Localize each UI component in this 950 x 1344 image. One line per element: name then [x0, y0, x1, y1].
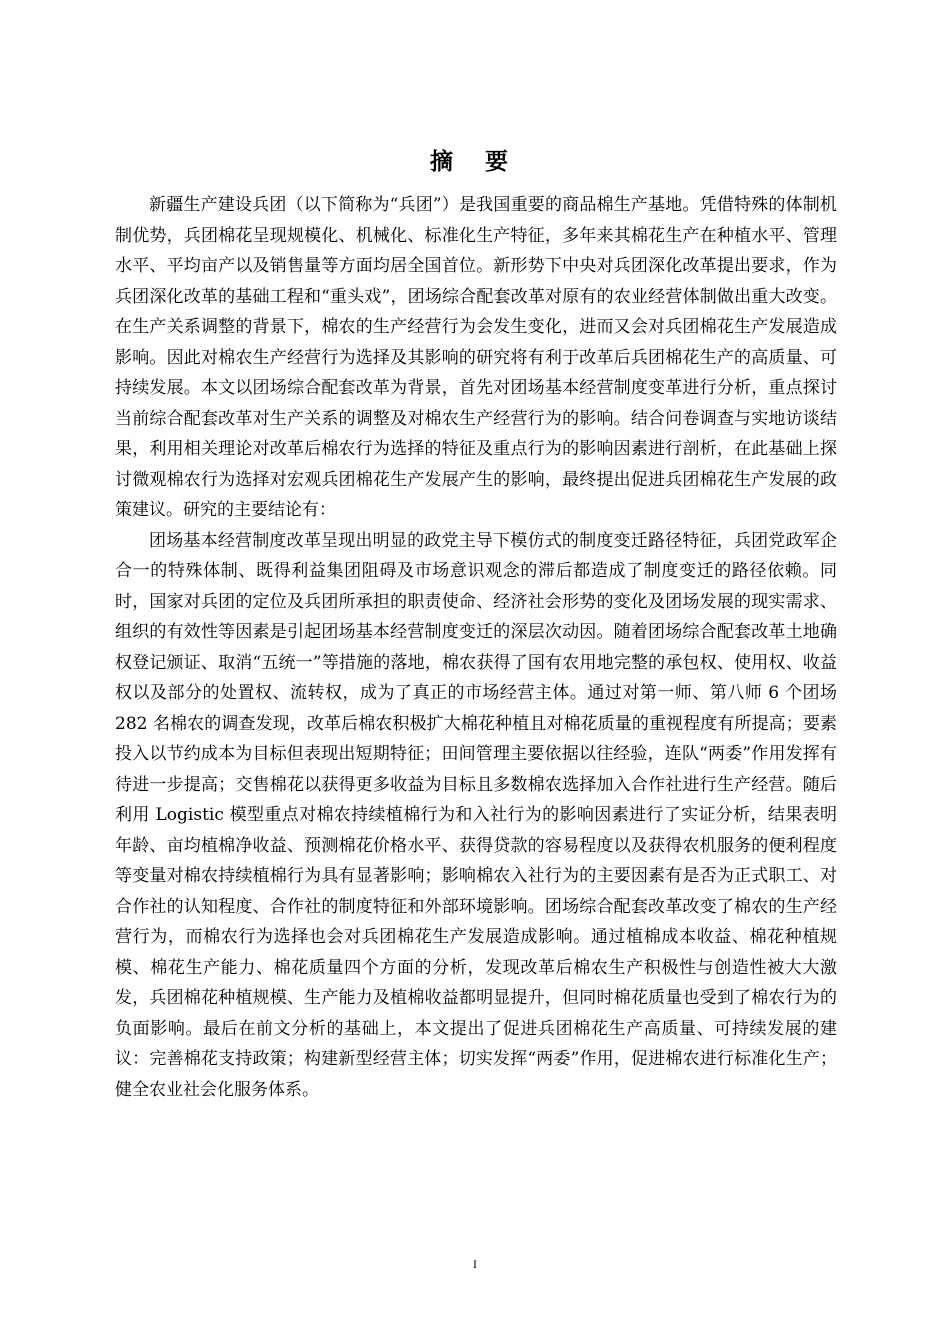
- abstract-paragraph-1: 新疆生产建设兵团（以下简称为“兵团”）是我国重要的商品棉生产基地。凭借特殊的体制机制优势，兵团棉花呈现规模化、机械化、标准化生产特征，多年来其棉花生产在种植水平、管理水平、平均亩产以及销售量等方面均居全国首位。新形势下中央对兵团深化改革提出要求，作为兵团深化改革的基础工程和“重头戏”，团场综合配套改革对原有的农业经营体制做出重大改变。在生产关系调整的背景下，棉农的生产经营行为会发生变化，进而又会对兵团棉花生产发展造成影响。因此对棉农生产经营行为选择及其影响的研究将有利于改革后兵团棉花生产的高质量、可持续发展。本文以团场综合配套改革为背景，首先对团场基本经营制度变革进行分析，重点探讨当前综合配套改革对生产关系的调整及对棉农生产经营行为的影响。结合问卷调查与实地访谈结果，利用相关理论对改革后棉农行为选择的特征及重点行为的影响因素进行剖析，在此基础上探讨微观棉农行为选择对宏观兵团棉花生产发展产生的影响，最终提出促进兵团棉花生产发展的政策建议。研究的主要结论有：: [115, 195, 837, 520]
- abstract-paragraph-2: 团场基本经营制度改革呈现出明显的政党主导下模仿式的制度变迁路径特征，兵团党政军企合一的特殊体制、既得利益集团阻碍及市场意识观念的滞后都造成了制度变迁的路径依赖。同时，国家对兵团的定位及兵团所承担的职责使命、经济社会形势的变化及团场发展的现实需求、组织的有效性等因素是引起团场基本经营制度变迁的深层次动因。随着团场综合配套改革土地确权登记颁证、取消“五统一”等措施的落地，棉农获得了国有农用地完整的承包权、使用权、收益权以及部分的处置权、流转权，成为了真正的市场经营主体。通过对第一师、第八师 6 个团场 282 名棉农的调查发现，改革后棉农积极扩大棉花种植且对棉花质量的重视程度有所提高；要素投入以节约成本为目标但表现出短期特征；田间管理主要依据以往经验，连队“两委”作用发挥有待进一步提高；交售棉花以获得更多收益为目标且多数棉农选择加入合作社进行生产经营。随后利用 Logistic 模型重点对棉农持续植棉行为和入社行为的影响因素进行了实证分析，结果表明年龄、亩均植棉净收益、预测棉花价格水平、获得贷款的容易程度以及获得农机服务的便利程度等变量对棉农持续植棉行为具有显著影响；影响棉农入社行为的主要因素有是否为正式职工、对合作社的认知程度、合作社的制度特征和外部环境影响。团场综合配套改革改变了棉农的生产经营行为，而棉农行为选择也会对兵团棉花生产发展造成影响。通过植棉成本收益、棉花种植规模、棉花生产能力、棉花质量四个方面的分析，发现改革后棉农生产积极性与创造性被大大激发，兵团棉花种植规模、生产能力及植棉收益都明显提升，但同时棉花质量也受到了棉农行为的负面影响。最后在前文分析的基础上，本文提出了促进兵团棉花生产高质量、可持续发展的建议：完善棉花支持政策；构建新型经营主体；切实发挥“两委”作用，促进棉农进行标准化生产；健全农业社会化服务体系。: [115, 530, 837, 1100]
- page-number: I: [473, 1257, 477, 1271]
- page-title: 摘 要: [429, 149, 520, 175]
- abstract-body: [115, 190, 837, 1105]
